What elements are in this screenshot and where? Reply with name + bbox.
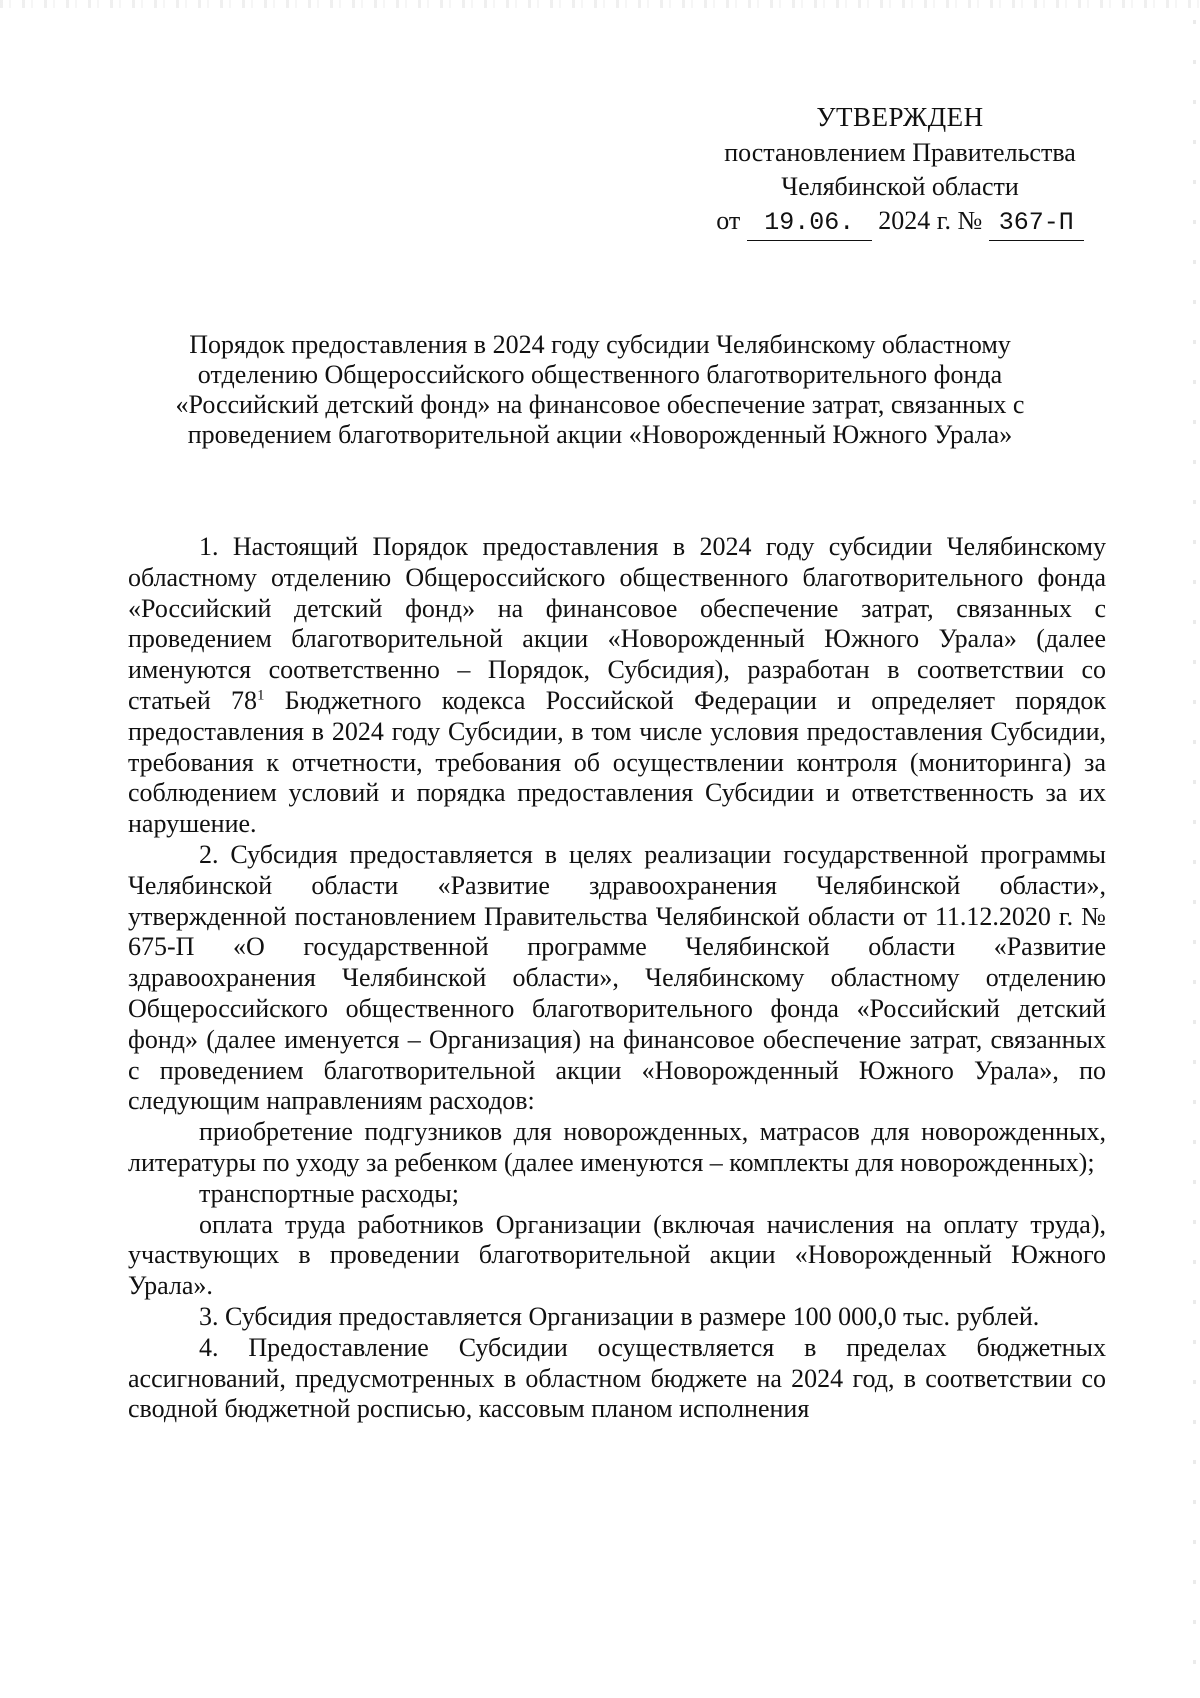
scan-noise-top [0,0,1200,8]
paragraph-2-item-2: транспортные расходы; [199,1178,459,1208]
from-label: от [716,206,741,235]
paragraph-1 [128,532,1106,840]
approval-heading: УТВЕРЖДЕН [816,102,984,132]
approval-line-2: Челябинской области [781,172,1019,201]
paragraph-3: 3. Субсидия предоставляется Организации в размере 100 000,0 тыс. рублей. [199,1301,1040,1331]
approval-line-1: постановлением Правительства [724,138,1076,167]
paragraph-1-text-cont: Бюджетного кодекса Российской Федерации и определяет порядок предоставления в 2024 году Субсидии, в том числе условия предоставления Субсидии, требования к отчетности, требования об осуществлении контроля (мониторинга) за соблюдением условий и порядка предоставления Субсидии и ответственность за их нарушение. [128,685,1106,839]
approval-number: 367-П [989,206,1084,241]
paragraph-4: 4. Предоставление Субсидии осуществляется в пределах бюджетных ассигнований, предусмотренных в областном бюджете на 2024 год, в соответствии со сводной бюджетной росписью, кассовым планом исполнения [128,1332,1106,1424]
document-body [128,532,1106,1425]
approval-date-line [700,204,1100,241]
approval-stamp-block [700,100,1100,241]
approval-year: 2024 г. № [878,206,983,235]
approval-date: 19.06. [747,206,872,241]
paragraph-2-item-1: приобретение подгузников для новорожденных, матрасов для новорожденных, литературы по уходу за ребенком (далее именуются – комплекты для новорожденных); [128,1117,1106,1177]
scan-noise-right [1193,20,1196,1680]
document-title: Порядок предоставления в 2024 году субсидии Челябинскому областному отделению Общероссийского общественного благотворительного фонда «Российский детский фонд» на финансовое обеспечение затрат, связанных с проведением благотворительной акции «Новорожденный Южного Урала» [175,330,1025,449]
paragraph-2-item-3: оплата труда работников Организации (включая начисления на оплату труда), участвующих в проведении благотворительной акции «Новорожденный Южного Урала». [128,1209,1106,1301]
article-superscript: 1 [257,687,265,704]
paragraph-2: 2. Субсидия предоставляется в целях реализации государственной программы Челябинской области «Развитие здравоохранения Челябинской области», утвержденной постановлением Правительства Челябинской области от 11.12.2020 г. № 675-П «О государственной программе Челябинской области «Развитие здравоохранения Челябинской области», Челябинскому областному отделению Общероссийского общественного благотворительного фонда «Российский детский фонд» (далее именуется – Организация) на финансовое обеспечение затрат, связанных с проведением благотворительной акции «Новорожденный Южного Урала», по следующим направлениям расходов: [128,839,1106,1116]
paragraph-1-text: 1. Настоящий Порядок предоставления в 2024 году субсидии Челябинскому областному отделению Общероссийского общественного благотворительного фонда «Российский детский фонд» на финансовое обеспечение затрат, связанных с проведением благотворительной акции «Новорожденный Южного Урала» (далее именуются соответственно – Порядок, Субсидия), разработан в соответствии со статьей 78 [128,532,1106,715]
